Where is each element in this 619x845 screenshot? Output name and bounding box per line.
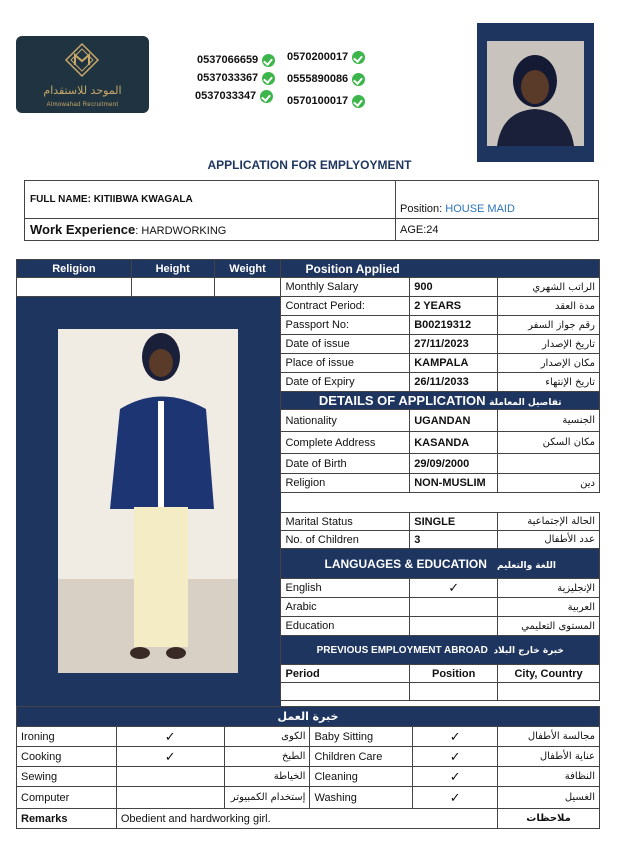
table-row [17, 727, 600, 747]
language-arabic: العربية [498, 598, 600, 617]
skill-arabic: الخياطة [224, 767, 310, 787]
weight-value [214, 278, 281, 297]
detail-arabic: مكان الإصدار [498, 354, 600, 373]
detail-arabic: تاريخ الإنتهاء [498, 373, 600, 392]
height-value [131, 278, 214, 297]
languages-header-cell [281, 549, 600, 579]
whatsapp-icon [352, 73, 365, 86]
table-row [17, 297, 600, 316]
position-label: Position: [400, 202, 446, 215]
remarks-label: Remarks [17, 809, 117, 829]
personal-label: Religion [281, 474, 410, 493]
portrait-photo [487, 41, 584, 146]
detail-value: 2 YEARS [410, 297, 498, 316]
detail-label: Date of issue [281, 335, 410, 354]
skills-header-row [17, 707, 600, 727]
portrait-photo-frame [477, 23, 594, 162]
phone-entry [197, 69, 275, 87]
personal-value: KASANDA [410, 432, 498, 454]
personal-label: Date of Birth [281, 454, 410, 474]
details-header-ar: تفاصيل المعاملة [489, 398, 562, 408]
skill-arabic: النظافة [498, 767, 600, 787]
languages-header-ar: اللغة والتعليم [496, 560, 556, 571]
phone-entry [195, 87, 275, 105]
skill-arabic: الطبخ [224, 747, 310, 767]
phone-number: 0570200017 [287, 51, 349, 63]
marital-label: No. of Children [281, 531, 410, 549]
check-mark-icon [116, 767, 224, 787]
personal-label: Nationality [281, 410, 410, 432]
skill-arabic: مجالسة الأطفال [498, 727, 600, 747]
skill-label: Cooking [17, 747, 117, 767]
religion-value [17, 278, 132, 297]
skills-header: خبرة العمل [17, 707, 600, 727]
phone-number: 0537033347 [195, 90, 257, 102]
language-label: Arabic [281, 598, 410, 617]
personal-arabic: مكان السكن [498, 432, 600, 454]
marital-value: 3 [410, 531, 498, 549]
skill-label: Ironing [17, 727, 117, 747]
prev-position-value [410, 683, 498, 701]
detail-value: 26/11/2033 [410, 373, 498, 392]
check-mark-icon [410, 598, 498, 617]
phone-entry [287, 90, 365, 112]
skill-arabic: الغسيل [498, 787, 600, 809]
info-header-row [17, 260, 600, 278]
personal-arabic: الجنسية [498, 410, 600, 432]
table-row [17, 747, 600, 767]
weight-header: Weight [214, 260, 281, 278]
personal-value: 29/09/2000 [410, 454, 498, 474]
phone-number: 0570100017 [287, 95, 349, 107]
whatsapp-icon [262, 72, 275, 85]
personal-label: Complete Address [281, 432, 410, 454]
table-row [17, 767, 600, 787]
detail-arabic: رقم جواز السفر [498, 316, 600, 335]
skill-label: Sewing [17, 767, 117, 787]
language-arabic: المستوى التعليمي [498, 617, 600, 636]
personal-value: UGANDAN [410, 410, 498, 432]
marital-value: SINGLE [410, 513, 498, 531]
check-mark-icon: ✓ [413, 747, 498, 767]
phone-number: 0537066659 [197, 54, 259, 66]
detail-label: Contract Period: [281, 297, 410, 316]
skill-label: Computer [17, 787, 117, 809]
phone-number: 0537033367 [197, 72, 259, 84]
detail-arabic: تاريخ الإصدار [498, 335, 600, 354]
phone-entry [287, 46, 365, 68]
skill-label: Washing [310, 787, 413, 809]
detail-label: Passport No: [281, 316, 410, 335]
detail-arabic: الراتب الشهري [498, 278, 600, 297]
phone-entry [197, 51, 275, 69]
logo-mark-icon [64, 42, 100, 78]
check-mark-icon: ✓ [413, 787, 498, 809]
photo-area [17, 297, 281, 701]
logo-arabic-text: الموحد للاستقدام [43, 84, 122, 97]
position-cell [396, 200, 599, 219]
detail-arabic: مدة العقد [498, 297, 600, 316]
company-logo [16, 36, 149, 113]
remarks-row [17, 809, 600, 829]
whatsapp-icon [352, 51, 365, 64]
check-mark-icon: ✓ [410, 579, 498, 598]
position-applied-header: Position Applied [281, 260, 600, 278]
previous-employment-en: PREVIOUS EMPLOYMENT ABROAD [316, 644, 488, 656]
whatsapp-icon [352, 95, 365, 108]
check-mark-icon [410, 617, 498, 636]
check-mark-icon [116, 787, 224, 809]
work-experience-label: Work Experience [30, 222, 136, 237]
period-value [281, 683, 410, 701]
logo-english-text: Almowahad Recruitment [46, 102, 119, 108]
phone-entry [287, 68, 365, 90]
table-row [17, 787, 600, 809]
work-experience-value: : HARDWORKING [135, 225, 227, 237]
skills-table [16, 706, 600, 829]
full-name: FULL NAME: KITIIBWA KWAGALA [25, 181, 396, 219]
marital-label: Marital Status [281, 513, 410, 531]
check-mark-icon: ✓ [116, 727, 224, 747]
phone-number: 0555890086 [287, 73, 349, 85]
whatsapp-icon [262, 54, 275, 67]
position-value: HOUSE MAID [445, 202, 515, 215]
phone-list-left [197, 51, 275, 105]
marital-arabic: الحالة الإجتماعية [498, 513, 600, 531]
detail-value: B00219312 [410, 316, 498, 335]
check-mark-icon: ✓ [116, 747, 224, 767]
main-info-table [16, 259, 600, 701]
check-mark-icon: ✓ [413, 767, 498, 787]
detail-value: KAMPALA [410, 354, 498, 373]
city-country-header: City, Country [498, 665, 600, 683]
age-cell: AGE:24 [396, 219, 599, 241]
height-header: Height [131, 260, 214, 278]
page-title: APPLICATION FOR EMPLYOYMENT [207, 158, 412, 172]
skill-arabic: الكوى [224, 727, 310, 747]
marital-arabic: عدد الأطفال [498, 531, 600, 549]
detail-label: Date of Expiry [281, 373, 410, 392]
languages-header-en: LANGUAGES & EDUCATION [324, 556, 487, 571]
detail-value: 27/11/2023 [410, 335, 498, 354]
table-row [17, 278, 600, 297]
skill-label: Cleaning [310, 767, 413, 787]
language-label: Education [281, 617, 410, 636]
person-portrait-icon [487, 41, 584, 146]
skill-label: Children Care [310, 747, 413, 767]
detail-label: Place of issue [281, 354, 410, 373]
applicant-header-table [24, 180, 599, 241]
check-mark-icon: ✓ [413, 727, 498, 747]
spacer-cell [281, 493, 600, 513]
whatsapp-icon [260, 90, 273, 103]
previous-employment-ar: خبرة خارج البلاد [493, 645, 564, 656]
detail-value: 900 [410, 278, 498, 297]
city-country-value [498, 683, 600, 701]
skill-label: Baby Sitting [310, 727, 413, 747]
phone-list-right [287, 46, 365, 112]
details-header-cell [281, 392, 600, 410]
language-label: English [281, 579, 410, 598]
personal-value: NON-MUSLIM [410, 474, 498, 493]
work-experience-cell [25, 219, 396, 241]
skill-arabic: عناية الأطفال [498, 747, 600, 767]
personal-arabic: دين [498, 474, 600, 493]
details-header-en: DETAILS OF APPLICATION [318, 393, 486, 408]
personal-arabic [498, 454, 600, 474]
language-arabic: الإنجليزية [498, 579, 600, 598]
remarks-value: Obedient and hardworking girl. [116, 809, 497, 829]
period-header: Period [281, 665, 410, 683]
previous-employment-header-cell [281, 636, 600, 665]
religion-header: Religion [17, 260, 132, 278]
skill-arabic: إستخدام الكمبيوتر [224, 787, 310, 809]
detail-label: Monthly Salary [281, 278, 410, 297]
prev-position-header: Position [410, 665, 498, 683]
blank-cell [396, 181, 599, 200]
remarks-arabic: ملاحظات [498, 809, 600, 829]
